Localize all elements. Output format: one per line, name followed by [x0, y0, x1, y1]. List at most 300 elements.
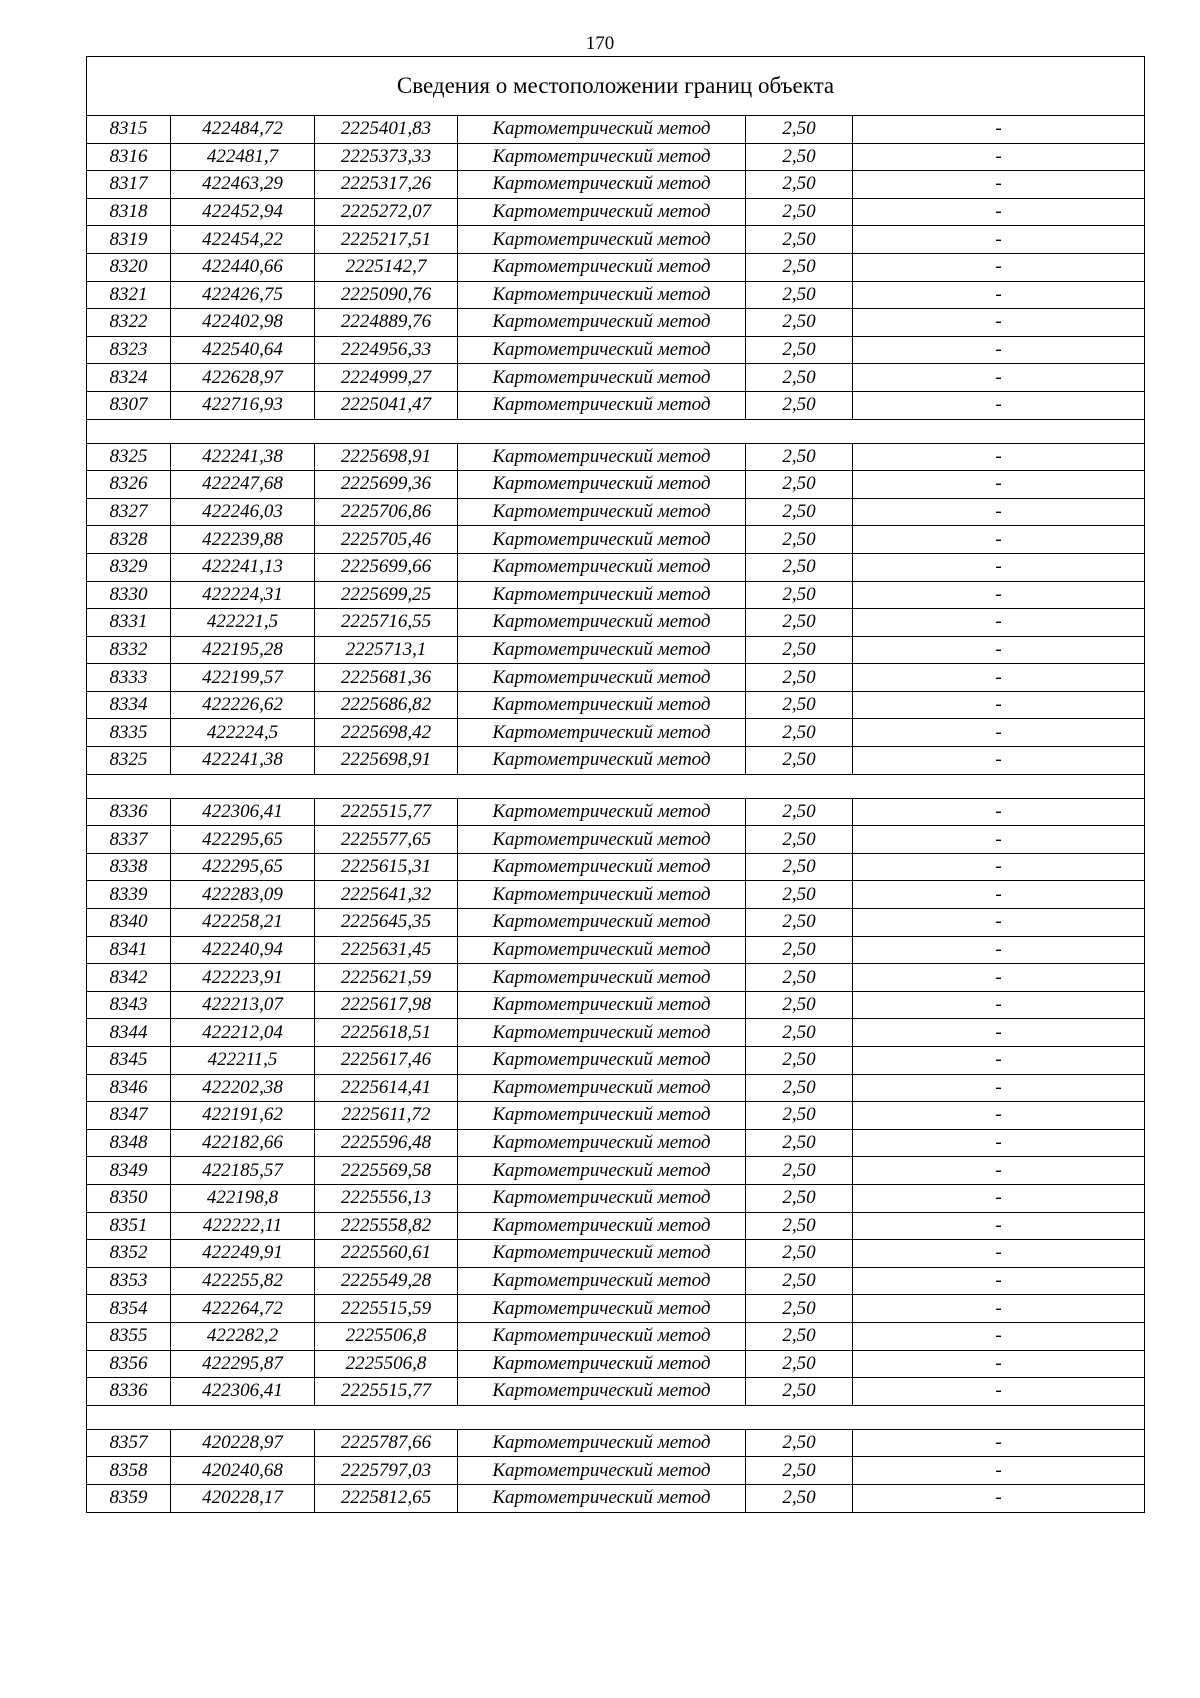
accuracy-cell: 2,50 — [746, 281, 853, 309]
y-coordinate-cell: 2225142,7 — [315, 253, 458, 281]
note-cell: - — [853, 747, 1145, 775]
accuracy-cell: 2,50 — [746, 991, 853, 1019]
note-cell: - — [853, 553, 1145, 581]
note-cell: - — [853, 936, 1145, 964]
point-number-cell: 8339 — [87, 881, 171, 909]
table-title: Сведения о местоположении границ объекта — [87, 57, 1145, 116]
page-number: 170 — [585, 33, 615, 54]
y-coordinate-cell: 2225705,46 — [315, 526, 458, 554]
y-coordinate-cell: 2225631,45 — [315, 936, 458, 964]
point-number-cell: 8320 — [87, 253, 171, 281]
accuracy-cell: 2,50 — [746, 1378, 853, 1406]
point-number-cell: 8325 — [87, 747, 171, 775]
table-row — [87, 826, 1145, 854]
y-coordinate-cell: 2225596,48 — [315, 1129, 458, 1157]
note-cell: - — [853, 309, 1145, 337]
note-cell: - — [853, 498, 1145, 526]
y-coordinate-cell: 2225317,26 — [315, 171, 458, 199]
method-cell: Картометрический метод — [458, 281, 746, 309]
y-coordinate-cell: 2225558,82 — [315, 1212, 458, 1240]
method-cell: Картометрический метод — [458, 253, 746, 281]
separator-cell — [87, 1405, 1145, 1429]
x-coordinate-cell: 422484,72 — [171, 116, 315, 144]
method-cell: Картометрический метод — [458, 826, 746, 854]
table-row — [87, 636, 1145, 664]
x-coordinate-cell: 422402,98 — [171, 309, 315, 337]
accuracy-cell: 2,50 — [746, 881, 853, 909]
y-coordinate-cell: 2225611,72 — [315, 1102, 458, 1130]
y-coordinate-cell: 2225686,82 — [315, 691, 458, 719]
x-coordinate-cell: 422295,65 — [171, 853, 315, 881]
table-row — [87, 1429, 1145, 1457]
method-cell: Картометрический метод — [458, 636, 746, 664]
method-cell: Картометрический метод — [458, 1212, 746, 1240]
table-row — [87, 1019, 1145, 1047]
method-cell: Картометрический метод — [458, 1267, 746, 1295]
method-cell: Картометрический метод — [458, 364, 746, 392]
x-coordinate-cell: 422264,72 — [171, 1295, 315, 1323]
point-number-cell: 8351 — [87, 1212, 171, 1240]
y-coordinate-cell: 2224889,76 — [315, 309, 458, 337]
y-coordinate-cell: 2225797,03 — [315, 1457, 458, 1485]
note-cell: - — [853, 198, 1145, 226]
boundary-coordinates-table — [86, 56, 1145, 1513]
point-number-cell: 8358 — [87, 1457, 171, 1485]
method-cell: Картометрический метод — [458, 1350, 746, 1378]
point-number-cell: 8321 — [87, 281, 171, 309]
point-number-cell: 8326 — [87, 471, 171, 499]
x-coordinate-cell: 422452,94 — [171, 198, 315, 226]
point-number-cell: 8323 — [87, 336, 171, 364]
note-cell: - — [853, 1019, 1145, 1047]
table-row — [87, 1267, 1145, 1295]
accuracy-cell: 2,50 — [746, 853, 853, 881]
note-cell: - — [853, 1212, 1145, 1240]
method-cell: Картометрический метод — [458, 1102, 746, 1130]
method-cell: Картометрический метод — [458, 116, 746, 144]
y-coordinate-cell: 2225713,1 — [315, 636, 458, 664]
x-coordinate-cell: 422249,91 — [171, 1240, 315, 1268]
accuracy-cell: 2,50 — [746, 1240, 853, 1268]
x-coordinate-cell: 422540,64 — [171, 336, 315, 364]
table-row — [87, 853, 1145, 881]
point-number-cell: 8355 — [87, 1322, 171, 1350]
x-coordinate-cell: 422223,91 — [171, 964, 315, 992]
point-number-cell: 8359 — [87, 1484, 171, 1512]
point-number-cell: 8334 — [87, 691, 171, 719]
y-coordinate-cell: 2225699,66 — [315, 553, 458, 581]
table-row — [87, 116, 1145, 144]
accuracy-cell: 2,50 — [746, 1184, 853, 1212]
y-coordinate-cell: 2225698,91 — [315, 443, 458, 471]
point-number-cell: 8336 — [87, 798, 171, 826]
method-cell: Картометрический метод — [458, 1074, 746, 1102]
note-cell: - — [853, 691, 1145, 719]
method-cell: Картометрический метод — [458, 581, 746, 609]
point-number-cell: 8316 — [87, 143, 171, 171]
accuracy-cell: 2,50 — [746, 909, 853, 937]
point-number-cell: 8348 — [87, 1129, 171, 1157]
point-number-cell: 8346 — [87, 1074, 171, 1102]
accuracy-cell: 2,50 — [746, 664, 853, 692]
separator-cell — [87, 774, 1145, 798]
point-number-cell: 8350 — [87, 1184, 171, 1212]
point-number-cell: 8332 — [87, 636, 171, 664]
table-row — [87, 336, 1145, 364]
note-cell: - — [853, 1240, 1145, 1268]
x-coordinate-cell: 422440,66 — [171, 253, 315, 281]
x-coordinate-cell: 422306,41 — [171, 798, 315, 826]
point-number-cell: 8328 — [87, 526, 171, 554]
method-cell: Картометрический метод — [458, 664, 746, 692]
note-cell: - — [853, 1484, 1145, 1512]
table-row — [87, 1457, 1145, 1485]
method-cell: Картометрический метод — [458, 553, 746, 581]
method-cell: Картометрический метод — [458, 226, 746, 254]
note-cell: - — [853, 1378, 1145, 1406]
x-coordinate-cell: 422224,31 — [171, 581, 315, 609]
x-coordinate-cell: 422454,22 — [171, 226, 315, 254]
method-cell: Картометрический метод — [458, 1047, 746, 1075]
method-cell: Картометрический метод — [458, 747, 746, 775]
method-cell: Картометрический метод — [458, 1129, 746, 1157]
x-coordinate-cell: 422199,57 — [171, 664, 315, 692]
note-cell: - — [853, 471, 1145, 499]
method-cell: Картометрический метод — [458, 609, 746, 637]
table-row — [87, 1322, 1145, 1350]
accuracy-cell: 2,50 — [746, 443, 853, 471]
point-number-cell: 8356 — [87, 1350, 171, 1378]
x-coordinate-cell: 420240,68 — [171, 1457, 315, 1485]
point-number-cell: 8315 — [87, 116, 171, 144]
method-cell: Картометрический метод — [458, 1157, 746, 1185]
method-cell: Картометрический метод — [458, 171, 746, 199]
y-coordinate-cell: 2224956,33 — [315, 336, 458, 364]
note-cell: - — [853, 1457, 1145, 1485]
point-number-cell: 8327 — [87, 498, 171, 526]
x-coordinate-cell: 422241,38 — [171, 747, 315, 775]
table-row — [87, 936, 1145, 964]
x-coordinate-cell: 422258,21 — [171, 909, 315, 937]
x-coordinate-cell: 422247,68 — [171, 471, 315, 499]
y-coordinate-cell: 2225617,98 — [315, 991, 458, 1019]
method-cell: Картометрический метод — [458, 526, 746, 554]
y-coordinate-cell: 2225401,83 — [315, 116, 458, 144]
table-row — [87, 364, 1145, 392]
point-number-cell: 8337 — [87, 826, 171, 854]
note-cell: - — [853, 526, 1145, 554]
note-cell: - — [853, 171, 1145, 199]
accuracy-cell: 2,50 — [746, 1322, 853, 1350]
method-cell: Картометрический метод — [458, 1457, 746, 1485]
accuracy-cell: 2,50 — [746, 1157, 853, 1185]
accuracy-cell: 2,50 — [746, 691, 853, 719]
accuracy-cell: 2,50 — [746, 1350, 853, 1378]
note-cell: - — [853, 1102, 1145, 1130]
accuracy-cell: 2,50 — [746, 471, 853, 499]
point-number-cell: 8342 — [87, 964, 171, 992]
point-number-cell: 8340 — [87, 909, 171, 937]
accuracy-cell: 2,50 — [746, 226, 853, 254]
x-coordinate-cell: 422213,07 — [171, 991, 315, 1019]
note-cell: - — [853, 281, 1145, 309]
table-row — [87, 471, 1145, 499]
x-coordinate-cell: 422463,29 — [171, 171, 315, 199]
accuracy-cell: 2,50 — [746, 391, 853, 419]
table-row — [87, 143, 1145, 171]
point-number-cell: 8307 — [87, 391, 171, 419]
method-cell: Картометрический метод — [458, 798, 746, 826]
note-cell: - — [853, 909, 1145, 937]
x-coordinate-cell: 422246,03 — [171, 498, 315, 526]
accuracy-cell: 2,50 — [746, 581, 853, 609]
method-cell: Картометрический метод — [458, 498, 746, 526]
table-row — [87, 1184, 1145, 1212]
accuracy-cell: 2,50 — [746, 1484, 853, 1512]
note-cell: - — [853, 964, 1145, 992]
x-coordinate-cell: 422224,5 — [171, 719, 315, 747]
accuracy-cell: 2,50 — [746, 1267, 853, 1295]
point-number-cell: 8325 — [87, 443, 171, 471]
note-cell: - — [853, 391, 1145, 419]
accuracy-cell: 2,50 — [746, 364, 853, 392]
method-cell: Картометрический метод — [458, 881, 746, 909]
method-cell: Картометрический метод — [458, 309, 746, 337]
accuracy-cell: 2,50 — [746, 171, 853, 199]
point-number-cell: 8345 — [87, 1047, 171, 1075]
x-coordinate-cell: 422426,75 — [171, 281, 315, 309]
x-coordinate-cell: 422255,82 — [171, 1267, 315, 1295]
note-cell: - — [853, 336, 1145, 364]
table-row — [87, 171, 1145, 199]
group-separator-row — [87, 774, 1145, 798]
table-row — [87, 909, 1145, 937]
x-coordinate-cell: 422239,88 — [171, 526, 315, 554]
note-cell: - — [853, 991, 1145, 1019]
method-cell: Картометрический метод — [458, 443, 746, 471]
point-number-cell: 8341 — [87, 936, 171, 964]
y-coordinate-cell: 2225272,07 — [315, 198, 458, 226]
accuracy-cell: 2,50 — [746, 1129, 853, 1157]
method-cell: Картометрический метод — [458, 909, 746, 937]
x-coordinate-cell: 422628,97 — [171, 364, 315, 392]
point-number-cell: 8335 — [87, 719, 171, 747]
accuracy-cell: 2,50 — [746, 498, 853, 526]
note-cell: - — [853, 826, 1145, 854]
x-coordinate-cell: 422716,93 — [171, 391, 315, 419]
y-coordinate-cell: 2225556,13 — [315, 1184, 458, 1212]
y-coordinate-cell: 2225699,36 — [315, 471, 458, 499]
point-number-cell: 8324 — [87, 364, 171, 392]
x-coordinate-cell: 422240,94 — [171, 936, 315, 964]
table-row — [87, 253, 1145, 281]
table-row — [87, 553, 1145, 581]
accuracy-cell: 2,50 — [746, 1102, 853, 1130]
point-number-cell: 8353 — [87, 1267, 171, 1295]
table-row — [87, 1350, 1145, 1378]
y-coordinate-cell: 2225618,51 — [315, 1019, 458, 1047]
method-cell: Картометрический метод — [458, 1240, 746, 1268]
method-cell: Картометрический метод — [458, 1295, 746, 1323]
y-coordinate-cell: 2225645,35 — [315, 909, 458, 937]
method-cell: Картометрический метод — [458, 1184, 746, 1212]
table-row — [87, 581, 1145, 609]
note-cell: - — [853, 1350, 1145, 1378]
y-coordinate-cell: 2225812,65 — [315, 1484, 458, 1512]
table-title-row — [87, 57, 1145, 116]
method-cell: Картометрический метод — [458, 936, 746, 964]
method-cell: Картометрический метод — [458, 1019, 746, 1047]
y-coordinate-cell: 2225716,55 — [315, 609, 458, 637]
y-coordinate-cell: 2225641,32 — [315, 881, 458, 909]
accuracy-cell: 2,50 — [746, 253, 853, 281]
table-row — [87, 498, 1145, 526]
accuracy-cell: 2,50 — [746, 936, 853, 964]
point-number-cell: 8357 — [87, 1429, 171, 1457]
method-cell: Картометрический метод — [458, 143, 746, 171]
table-row — [87, 691, 1145, 719]
y-coordinate-cell: 2225560,61 — [315, 1240, 458, 1268]
table-row — [87, 443, 1145, 471]
y-coordinate-cell: 2225090,76 — [315, 281, 458, 309]
point-number-cell: 8318 — [87, 198, 171, 226]
point-number-cell: 8322 — [87, 309, 171, 337]
x-coordinate-cell: 422211,5 — [171, 1047, 315, 1075]
x-coordinate-cell: 420228,17 — [171, 1484, 315, 1512]
note-cell: - — [853, 664, 1145, 692]
accuracy-cell: 2,50 — [746, 964, 853, 992]
separator-cell — [87, 419, 1145, 443]
x-coordinate-cell: 422221,5 — [171, 609, 315, 637]
accuracy-cell: 2,50 — [746, 309, 853, 337]
x-coordinate-cell: 422198,8 — [171, 1184, 315, 1212]
table-row — [87, 1129, 1145, 1157]
point-number-cell: 8330 — [87, 581, 171, 609]
y-coordinate-cell: 2225506,8 — [315, 1322, 458, 1350]
x-coordinate-cell: 422212,04 — [171, 1019, 315, 1047]
y-coordinate-cell: 2225621,59 — [315, 964, 458, 992]
point-number-cell: 8329 — [87, 553, 171, 581]
x-coordinate-cell: 422295,65 — [171, 826, 315, 854]
y-coordinate-cell: 2225373,33 — [315, 143, 458, 171]
table-row — [87, 526, 1145, 554]
table-row — [87, 747, 1145, 775]
method-cell: Картометрический метод — [458, 198, 746, 226]
note-cell: - — [853, 1157, 1145, 1185]
method-cell: Картометрический метод — [458, 336, 746, 364]
y-coordinate-cell: 2225569,58 — [315, 1157, 458, 1185]
y-coordinate-cell: 2225787,66 — [315, 1429, 458, 1457]
point-number-cell: 8333 — [87, 664, 171, 692]
table-row — [87, 881, 1145, 909]
method-cell: Картометрический метод — [458, 964, 746, 992]
table-row — [87, 664, 1145, 692]
table-row — [87, 1378, 1145, 1406]
y-coordinate-cell: 2225515,59 — [315, 1295, 458, 1323]
method-cell: Картометрический метод — [458, 853, 746, 881]
note-cell: - — [853, 116, 1145, 144]
y-coordinate-cell: 2225515,77 — [315, 798, 458, 826]
point-number-cell: 8354 — [87, 1295, 171, 1323]
note-cell: - — [853, 1047, 1145, 1075]
x-coordinate-cell: 422222,11 — [171, 1212, 315, 1240]
note-cell: - — [853, 1322, 1145, 1350]
note-cell: - — [853, 636, 1145, 664]
x-coordinate-cell: 422195,28 — [171, 636, 315, 664]
note-cell: - — [853, 1074, 1145, 1102]
accuracy-cell: 2,50 — [746, 526, 853, 554]
method-cell: Картометрический метод — [458, 1484, 746, 1512]
table-row — [87, 281, 1145, 309]
accuracy-cell: 2,50 — [746, 719, 853, 747]
table-row — [87, 798, 1145, 826]
point-number-cell: 8352 — [87, 1240, 171, 1268]
table-row — [87, 1212, 1145, 1240]
group-separator-row — [87, 1405, 1145, 1429]
x-coordinate-cell: 420228,97 — [171, 1429, 315, 1457]
method-cell: Картометрический метод — [458, 991, 746, 1019]
y-coordinate-cell: 2225617,46 — [315, 1047, 458, 1075]
accuracy-cell: 2,50 — [746, 798, 853, 826]
accuracy-cell: 2,50 — [746, 143, 853, 171]
group-separator-row — [87, 419, 1145, 443]
table-row — [87, 391, 1145, 419]
table-row — [87, 1047, 1145, 1075]
note-cell: - — [853, 1184, 1145, 1212]
accuracy-cell: 2,50 — [746, 1074, 853, 1102]
note-cell: - — [853, 226, 1145, 254]
accuracy-cell: 2,50 — [746, 1295, 853, 1323]
note-cell: - — [853, 364, 1145, 392]
method-cell: Картометрический метод — [458, 1378, 746, 1406]
table-row — [87, 1240, 1145, 1268]
accuracy-cell: 2,50 — [746, 1212, 853, 1240]
y-coordinate-cell: 2225698,91 — [315, 747, 458, 775]
method-cell: Картометрический метод — [458, 1429, 746, 1457]
x-coordinate-cell: 422202,38 — [171, 1074, 315, 1102]
table-row — [87, 609, 1145, 637]
point-number-cell: 8319 — [87, 226, 171, 254]
table-row — [87, 1157, 1145, 1185]
accuracy-cell: 2,50 — [746, 747, 853, 775]
x-coordinate-cell: 422481,7 — [171, 143, 315, 171]
x-coordinate-cell: 422241,13 — [171, 553, 315, 581]
accuracy-cell: 2,50 — [746, 609, 853, 637]
table-row — [87, 719, 1145, 747]
accuracy-cell: 2,50 — [746, 1019, 853, 1047]
accuracy-cell: 2,50 — [746, 826, 853, 854]
method-cell: Картометрический метод — [458, 471, 746, 499]
table-row — [87, 226, 1145, 254]
y-coordinate-cell: 2225615,31 — [315, 853, 458, 881]
note-cell: - — [853, 1429, 1145, 1457]
table-row — [87, 1295, 1145, 1323]
accuracy-cell: 2,50 — [746, 1457, 853, 1485]
point-number-cell: 8344 — [87, 1019, 171, 1047]
note-cell: - — [853, 581, 1145, 609]
y-coordinate-cell: 2225681,36 — [315, 664, 458, 692]
accuracy-cell: 2,50 — [746, 198, 853, 226]
table-row — [87, 309, 1145, 337]
point-number-cell: 8336 — [87, 1378, 171, 1406]
y-coordinate-cell: 2225699,25 — [315, 581, 458, 609]
point-number-cell: 8331 — [87, 609, 171, 637]
table-row — [87, 1102, 1145, 1130]
x-coordinate-cell: 422282,2 — [171, 1322, 315, 1350]
x-coordinate-cell: 422283,09 — [171, 881, 315, 909]
accuracy-cell: 2,50 — [746, 116, 853, 144]
point-number-cell: 8338 — [87, 853, 171, 881]
